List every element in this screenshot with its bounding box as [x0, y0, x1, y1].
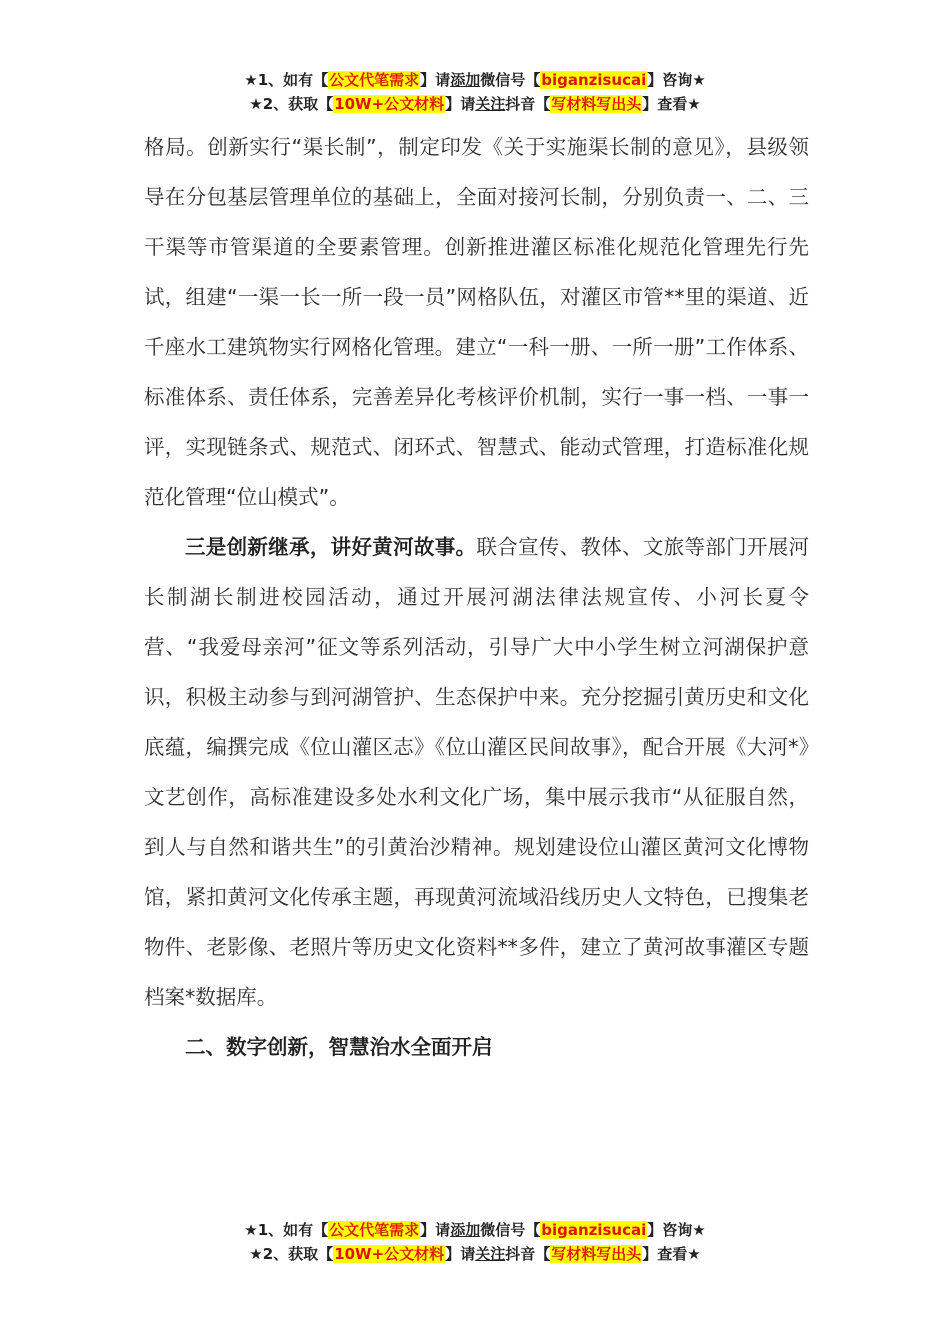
banner-line-2: ★2、获取【10W+公文材料】请关注抖音【写材料写出头】查看★: [249, 1245, 701, 1263]
highlight-wechat-id: biganzisucai: [541, 1221, 647, 1239]
banner-line-1: ★1、如有【公文代笔需求】请添加微信号【biganzisucai】咨询★: [244, 71, 706, 89]
banner-line-1: ★1、如有【公文代笔需求】请添加微信号【biganzisucai】咨询★: [244, 1221, 706, 1239]
highlight-service: 公文代笔需求: [329, 71, 420, 89]
paragraph-2-lead: 三是创新继承，讲好黄河故事。: [185, 535, 477, 559]
highlight-service: 公文代笔需求: [329, 1221, 420, 1239]
section-heading: 二、数字创新，智慧治水全面开启: [185, 1035, 493, 1059]
paragraph-2-body: 联合宣传、教体、文旅等部门开展河长制湖长制进校园活动，通过开展河湖法律法规宣传、小河长夏令营、“我爱母亲河”征文等系列活动，引导广大中小学生树立河湖保护意识，积极主动参与到河湖管护、生态保护中来。充分挖掘引黄历史和文化底蕴，编撰完成《位山灌区志》《位山灌区民间故事》，配合开展《大河*》文艺创作，高标准建设多处水利文化广场，集中展示我市“从征服自然，到人与自然和谐共生”的引黄治沙精神。规划建设位山灌区黄河文化博物馆，紧扣黄河文化传承主题，再现黄河流域沿线历史人文特色，已搜集老物件、老影像、老照片等历史文化资料**多件，建立了黄河故事灌区专题档案*数据库。: [144, 535, 810, 1009]
highlight-douyin: 写材料写出头: [551, 1245, 642, 1263]
banner-line-2: ★2、获取【10W+公文材料】请关注抖音【写材料写出头】查看★: [249, 95, 701, 113]
paragraph-2: [144, 522, 809, 1022]
paragraph-1: 格局。创新实行“渠长制”，制定印发《关于实施渠长制的意见》，县级领导在分包基层管理单位的基础上，全面对接河长制，分别负责一、二、三干渠等市管渠道的全要素管理。创新推进灌区标准化规范化管理先行先试，组建“一渠一长一所一段一员”网格队伍，对灌区市管**里的渠道、近千座水工建筑物实行网格化管理。建立“一科一册、一所一册”工作体系、标准体系、责任体系，完善差异化考核评价机制，实行一事一档、一事一评，实现链条式、规范式、闭环式、智慧式、能动式管理，打造标准化规范化管理“位山模式”。: [144, 135, 809, 509]
document-body: [144, 122, 809, 1072]
highlight-materials: 10W+公文材料: [334, 95, 445, 113]
top-banner: [0, 68, 950, 116]
highlight-wechat-id: biganzisucai: [541, 71, 647, 89]
highlight-douyin: 写材料写出头: [551, 95, 642, 113]
highlight-materials: 10W+公文材料: [334, 1245, 445, 1263]
bottom-banner: [0, 1218, 950, 1266]
